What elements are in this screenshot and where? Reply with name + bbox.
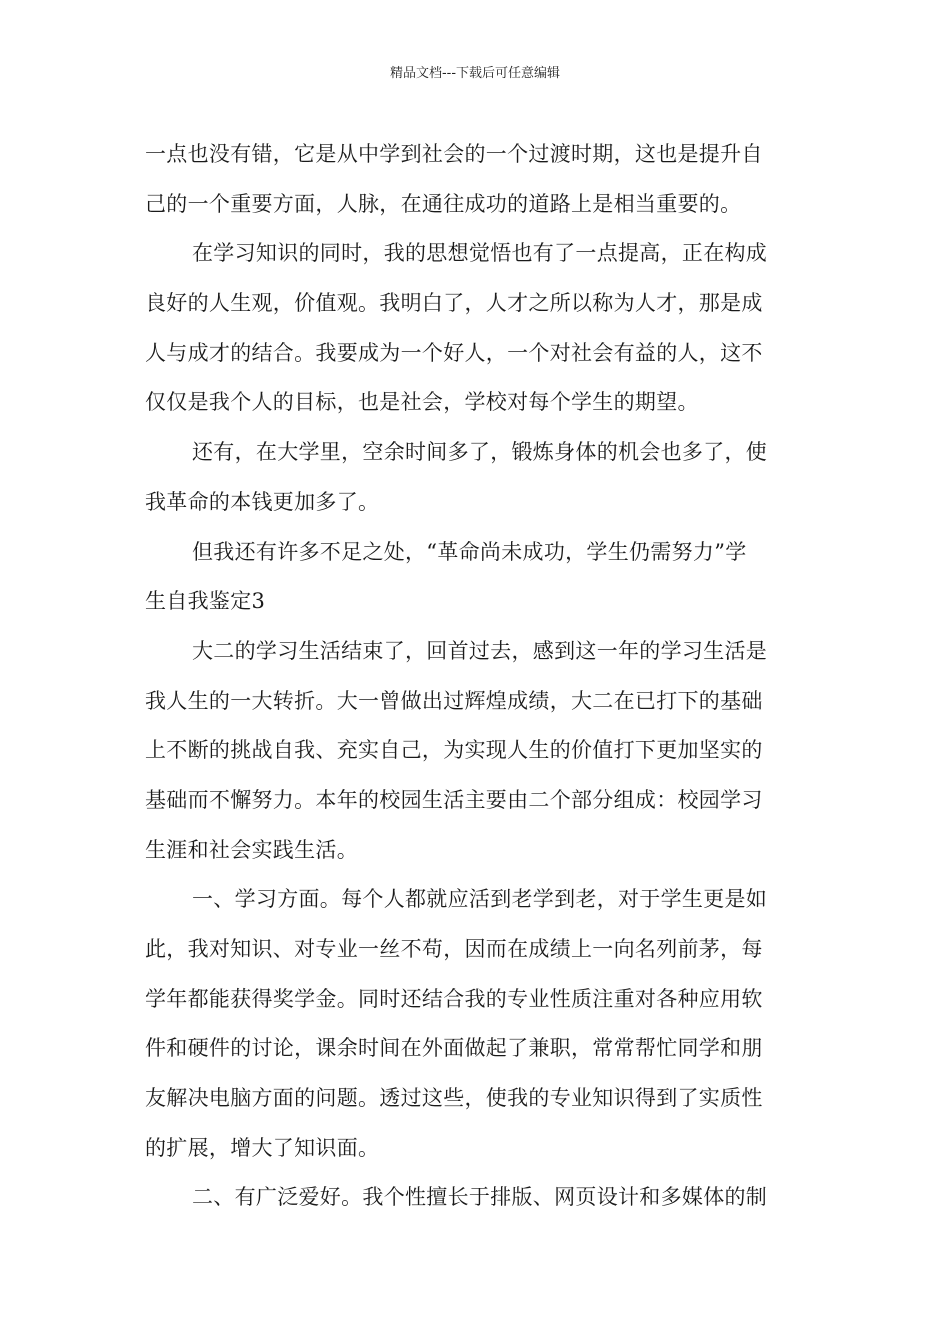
page-header: 精品文档---下载后可任意编辑	[389, 66, 561, 81]
text-line: 上不断的挑战自我、充实自己，为实现人生的价值打下更加坚实的	[145, 738, 763, 763]
document-body	[145, 130, 810, 1223]
text-line: 己的一个重要方面，人脉，在通往成功的道路上是相当重要的。	[145, 191, 742, 216]
text-line: 基础而不懈努力。本年的校园生活主要由二个部分组成：校园学习	[145, 787, 763, 812]
text-line: 件和硬件的讨论，课余时间在外面做起了兼职，常常帮忙同学和朋	[145, 1036, 763, 1061]
text-line: 仅仅是我个人的目标，也是社会，学校对每个学生的期望。	[145, 390, 699, 415]
text-line: 友解决电脑方面的问题。透过这些，使我的专业知识得到了实质性	[145, 1086, 763, 1111]
text-line: 一点也没有错，它是从中学到社会的一个过渡时期，这也是提升自	[145, 142, 763, 166]
text-line: 二、有广泛爱好。我个性擅长于排版、网页设计和多媒体的制	[192, 1185, 768, 1210]
text-line: 一、学习方面。每个人都就应活到老学到老，对于学生更是如	[192, 887, 768, 912]
text-line: 我革命的本钱更加多了。	[145, 489, 380, 514]
text-line: 良好的人生观，价值观。我明白了，人才之所以称为人才，那是成	[145, 291, 763, 316]
text-line: 在学习知识的同时，我的思想觉悟也有了一点提高，正在构成	[192, 241, 768, 266]
text-line: 大二的学习生活结束了，回首过去，感到这一年的学习生活是	[192, 638, 768, 663]
text-line: 生自我鉴定3	[145, 589, 266, 614]
text-line: 学年都能获得奖学金。同时还结合我的专业性质注重对各种应用软	[145, 986, 763, 1011]
text-line: 的扩展，增大了知识面。	[145, 1135, 380, 1160]
text-line: 生涯和社会实践生活。	[145, 837, 358, 862]
text-line: 但我还有许多不足之处，“革命尚未成功，学生仍需努力”学	[192, 539, 747, 564]
text-line: 人与成才的结合。我要成为一个好人，一个对社会有益的人，这不	[145, 340, 763, 365]
text-line: 此，我对知识、对专业一丝不苟，因而在成绩上一向名列前茅，每	[145, 937, 763, 961]
text-line: 我人生的一大转折。大一曾做出过辉煌成绩，大二在已打下的基础	[145, 688, 763, 713]
text-line: 还有，在大学里，空余时间多了，锻炼身体的机会也多了，使	[192, 440, 768, 465]
